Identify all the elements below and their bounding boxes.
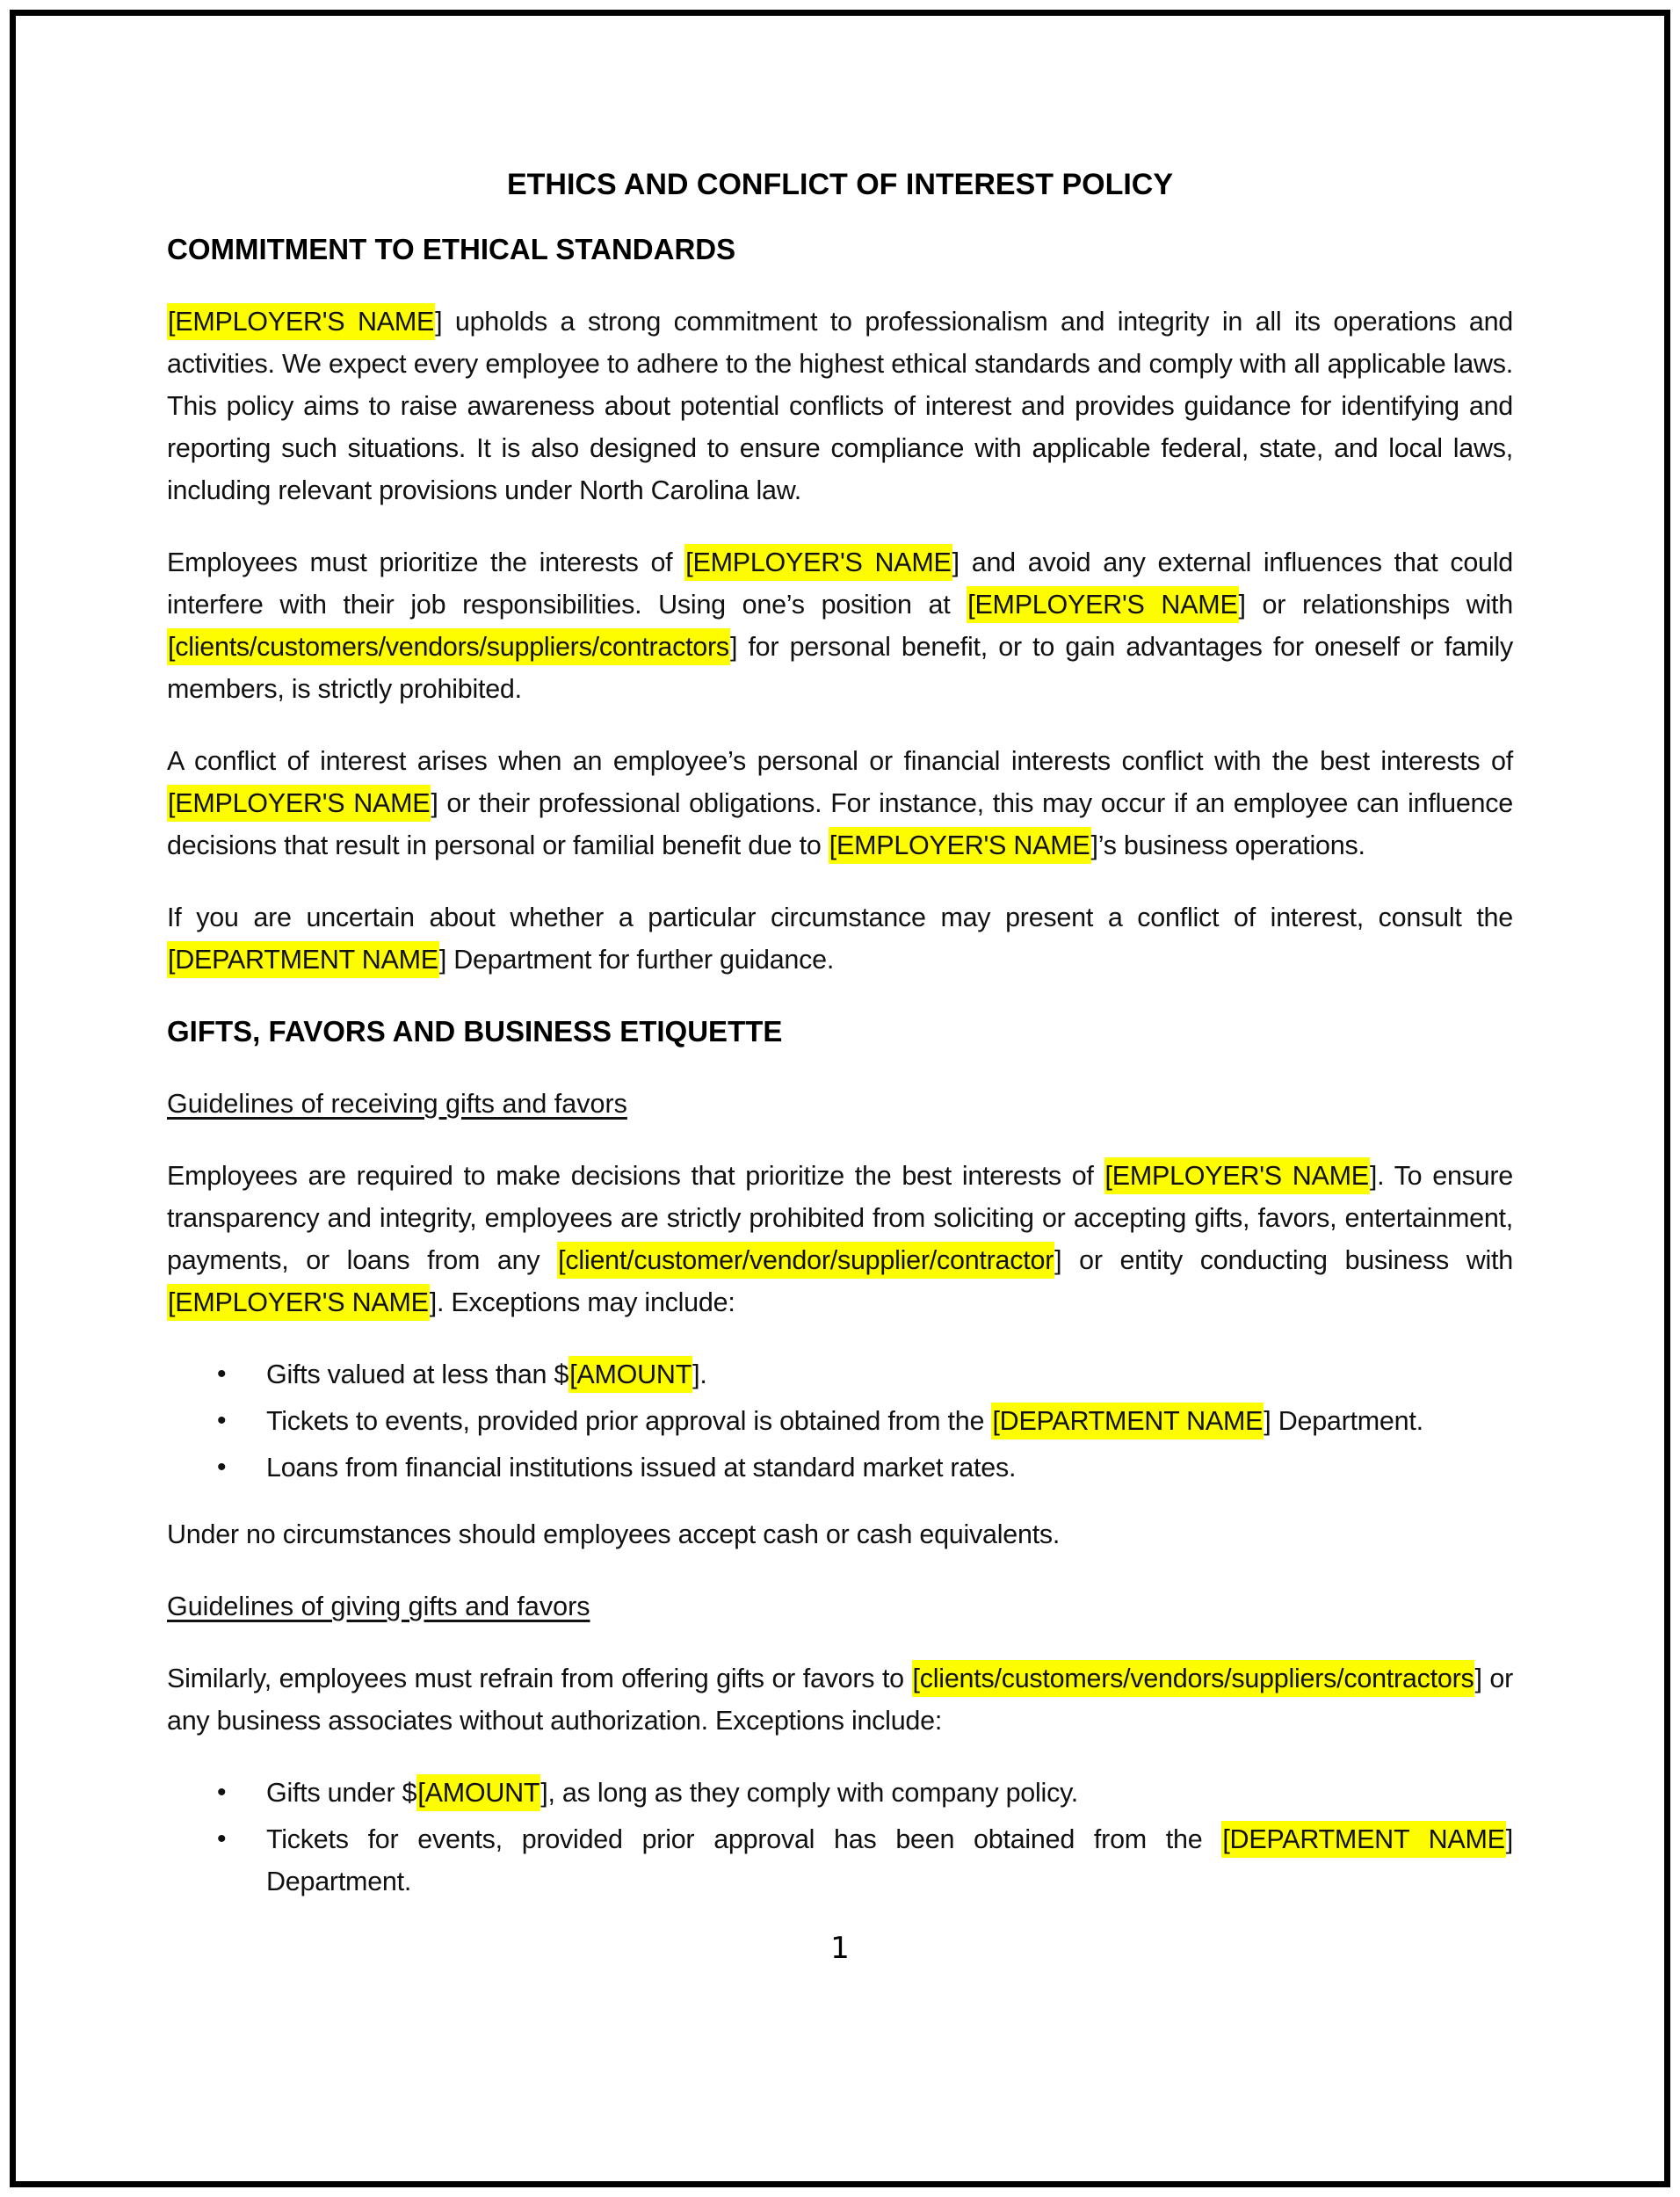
- highlighted-placeholder: [AMOUNT: [568, 1356, 692, 1393]
- highlighted-placeholder: [EMPLOYER'S NAME: [167, 785, 431, 822]
- subheading-receiving-gifts: Guidelines of receiving gifts and favors: [167, 1089, 627, 1119]
- highlighted-placeholder: [EMPLOYER'S NAME: [1104, 1157, 1370, 1194]
- list-item: [167, 1400, 1513, 1442]
- text-segment: Employees must prioritize the interests of: [167, 547, 685, 577]
- text-segment: If you are uncertain about whether a particular circumstance may present a conflict of interest, consult the: [167, 903, 1513, 932]
- highlighted-placeholder: [EMPLOYER'S NAME: [167, 303, 435, 340]
- text-segment: Loans from financial institutions issued at standard market rates.: [266, 1453, 1017, 1483]
- highlighted-placeholder: [DEPARTMENT NAME: [991, 1403, 1264, 1439]
- highlighted-placeholder: [client/customer/vendor/supplier/contractor: [557, 1242, 1054, 1279]
- text-segment: Tickets to events, provided prior approval is obtained from the: [266, 1406, 992, 1436]
- highlighted-placeholder: [DEPARTMENT NAME: [167, 941, 439, 978]
- text-segment: Gifts under $: [266, 1778, 417, 1808]
- list-item-text: [266, 1774, 1078, 1811]
- bullet-icon: [217, 1353, 226, 1396]
- text-segment: ], as long as they comply with company policy.: [540, 1778, 1079, 1808]
- paragraph-commitment-intro: [167, 301, 1513, 511]
- paragraph-uncertainty-guidance: [167, 896, 1513, 981]
- bullet-list-receiving-exceptions: [167, 1353, 1513, 1489]
- list-item: [167, 1818, 1513, 1903]
- text-segment: ] or any business associates without authorization. Exceptions include:: [167, 1664, 1513, 1736]
- text-segment: ].: [692, 1360, 707, 1389]
- text-segment: ] or entity conducting business with: [1054, 1245, 1513, 1275]
- text-segment: Similarly, employees must refrain from offering gifts or favors to: [167, 1664, 912, 1693]
- text-segment: ] Department.: [1264, 1406, 1423, 1436]
- text-segment: ] and avoid any external influences that could interfere with their job responsibilities. Using one’s position at: [167, 547, 1514, 620]
- text-segment: ]. Exceptions may include:: [429, 1287, 735, 1317]
- section-heading-gifts: GIFTS, FAVORS AND BUSINESS ETIQUETTE: [167, 1015, 783, 1048]
- list-item-text: [266, 1453, 1016, 1483]
- text-segment: ] upholds a strong commitment to professionalism and integrity in all its operations and activities. We expect every employee to adhere to the highest ethical standards and comply with all applicable laws. This policy aims to raise awareness about potential conflicts of interest and provides guidance for identifying and reporting such situations. It is also designed to ensure compliance with applicable federal, state, and local laws, including relevant provisions under North Carolina law.: [167, 307, 1513, 505]
- list-item: [167, 1447, 1513, 1489]
- text-segment: ] Department for further guidance.: [438, 945, 835, 975]
- paragraph-prioritize-interests: [167, 541, 1513, 710]
- paragraph-no-cash: [167, 1513, 1513, 1555]
- highlighted-placeholder: [clients/customers/vendors/suppliers/contractors: [912, 1660, 1475, 1697]
- document-title: ETHICS AND CONFLICT OF INTEREST POLICY: [506, 168, 1174, 201]
- bullet-icon: [217, 1772, 226, 1814]
- highlighted-placeholder: [clients/customers/vendors/suppliers/contractors: [167, 628, 730, 665]
- paragraph-giving-rules: [167, 1657, 1513, 1742]
- text-segment: ]. To ensure transparency and integrity, employees are strictly prohibited from soliciting or accepting gifts, favors, entertainment, payments, or loans from any: [167, 1161, 1513, 1275]
- highlighted-placeholder: [EMPLOYER'S NAME: [684, 544, 952, 581]
- paragraph-receiving-rules: [167, 1155, 1513, 1323]
- page-number: 1: [830, 1931, 850, 1966]
- list-item-text: [266, 1356, 707, 1393]
- list-item-text: [266, 1403, 1423, 1439]
- text-segment: Under no circumstances should employees accept cash or cash equivalents.: [167, 1519, 1061, 1549]
- text-segment: ]’s business operations.: [1090, 830, 1365, 860]
- text-segment: Employees are required to make decisions that prioritize the best interests of: [167, 1161, 1104, 1191]
- bullet-icon: [217, 1447, 226, 1489]
- text-segment: ] or relationships with: [1238, 590, 1513, 620]
- text-segment: ] for personal benefit, or to gain advantages for oneself or family members, is strictly prohibited.: [167, 632, 1513, 704]
- highlighted-placeholder: [EMPLOYER'S NAME: [967, 586, 1238, 623]
- paragraph-conflict-definition: [167, 740, 1513, 866]
- highlighted-placeholder: [EMPLOYER'S NAME: [829, 827, 1091, 864]
- document-content: [167, 163, 1513, 1969]
- text-segment: Tickets for events, provided prior approval has been obtained from the: [266, 1824, 1222, 1854]
- highlighted-placeholder: [AMOUNT: [416, 1774, 540, 1811]
- text-segment: ] or their professional obligations. For instance, this may occur if an employee can influence decisions that result in personal or familial benefit due to: [167, 788, 1513, 860]
- text-segment: Gifts valued at less than $: [266, 1360, 569, 1389]
- list-item: [167, 1772, 1513, 1814]
- bullet-list-giving-exceptions: [167, 1772, 1513, 1903]
- bullet-icon: [217, 1818, 226, 1860]
- list-item-text: [266, 1821, 1513, 1896]
- text-segment: A conflict of interest arises when an employee’s personal or financial interests conflict with the best interests of: [167, 746, 1513, 776]
- highlighted-placeholder: [DEPARTMENT NAME: [1221, 1821, 1505, 1858]
- highlighted-placeholder: [EMPLOYER'S NAME: [167, 1284, 430, 1321]
- list-item: [167, 1353, 1513, 1396]
- subheading-giving-gifts: Guidelines of giving gifts and favors: [167, 1592, 590, 1621]
- section-heading-commitment: COMMITMENT TO ETHICAL STANDARDS: [167, 233, 736, 265]
- bullet-icon: [217, 1400, 226, 1442]
- text-segment: ] Department.: [266, 1824, 1514, 1896]
